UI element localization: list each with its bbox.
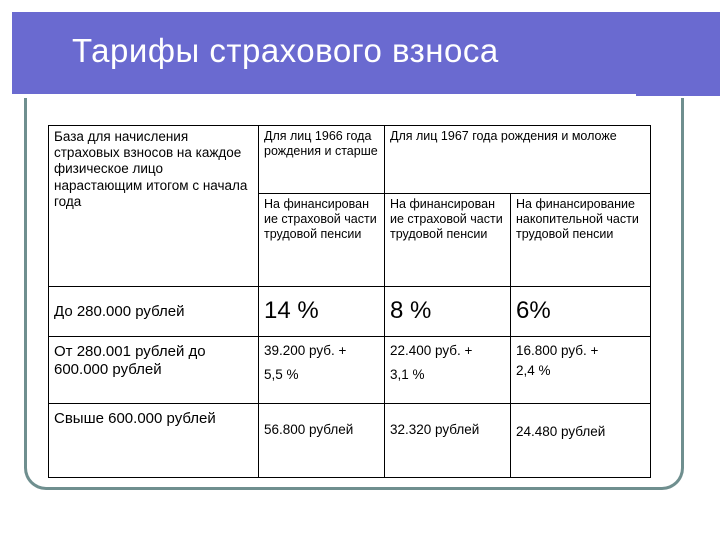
subheader-cell: На финансирован ие страховой части трудовой пенсии [385,194,511,287]
tariff-table [48,125,651,478]
slide-title: Тарифы страхового взноса [72,32,499,69]
rate-cell: 6% [511,287,651,337]
base-header-cell: База для начисления страховых взносов на каждое физическое лицо нарастающим итогом с начала года [49,126,259,287]
table-row [49,337,651,404]
amount-text: 22.400 руб. + [390,343,473,358]
amount-cell: 56.800 рублей [259,404,385,478]
table-header-row [49,126,651,194]
subheader-cell: На финансирование накопительной части трудовой пенсии [511,194,651,287]
row-label: От 280.001 рублей до 600.000 рублей [49,337,259,404]
subheader-cell: На финансирован ие страховой части трудовой пенсии [259,194,385,287]
amount-text: 39.200 руб. + [264,343,347,358]
row-label: До 280.000 рублей [49,287,259,337]
amount-cell: 32.320 рублей [385,404,511,478]
rate-text: 5,5 % [264,367,299,383]
amount-text: 16.800 руб. + [516,343,599,358]
rate-text: 2,4 % [516,363,551,379]
rate-cell: 8 % [385,287,511,337]
amount-cell: 24.480 рублей [511,404,651,478]
header-1966-cell: Для лиц 1966 года рождения и старше [259,126,385,194]
row-label: Свыше 600.000 рублей [49,404,259,478]
amount-rate-cell [385,337,511,404]
table-row [49,287,651,337]
table-row [49,404,651,478]
amount-rate-cell [511,337,651,404]
header-1967-cell: Для лиц 1967 года рождения и моложе [385,126,651,194]
rate-text: 3,1 % [390,367,425,383]
amount-rate-cell [259,337,385,404]
rate-cell: 14 % [259,287,385,337]
